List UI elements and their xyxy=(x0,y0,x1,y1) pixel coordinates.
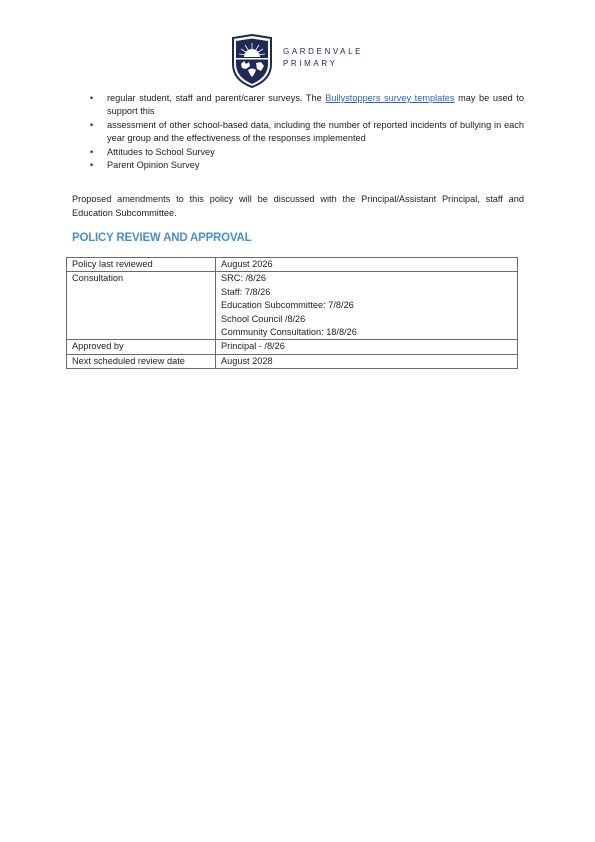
table-cell-value xyxy=(216,340,518,354)
evaluation-bullet-list xyxy=(72,92,524,172)
school-crest-logo xyxy=(230,34,274,88)
table-cell-label: Next scheduled review date xyxy=(67,354,216,368)
bullet-item-surveys xyxy=(72,92,524,119)
table-cell-label: Policy last reviewed xyxy=(67,258,216,272)
bullet-text: may be used to support this xyxy=(107,93,525,117)
table-cell-value-line: SRC: /8/26 xyxy=(221,273,266,284)
table-cell-value xyxy=(216,272,518,340)
table-row xyxy=(67,340,518,354)
bullet-item-school-data: • assessment of other school-based data, including the number of reported incidents of bullying in each year group and the effectiveness of the responses implemented xyxy=(72,119,524,146)
policy-review-table xyxy=(66,257,518,369)
table-cell-value-line: Education Subcommittee: 7/8/26 xyxy=(221,300,354,311)
table-cell-value xyxy=(216,258,518,272)
table-cell-value-line: School Council /8/26 xyxy=(221,313,306,324)
table-cell-value-line: August 2028 xyxy=(221,355,273,366)
table-cell-value-line: August 2026 xyxy=(221,259,273,269)
table-cell-value-line: Staff: 7/8/26 xyxy=(221,286,271,297)
table-cell-label: Consultation xyxy=(67,272,216,340)
school-name-line2: PRIMARY xyxy=(283,59,338,68)
bullystoppers-survey-link[interactable]: Bullystoppers survey templates xyxy=(325,93,455,103)
section-heading-policy-review: POLICY REVIEW AND APPROVAL xyxy=(72,232,252,245)
amendments-paragraph: Proposed amendments to this policy will be discussed with the Principal/Assistant Principal, staff and Education Subcommittee. xyxy=(72,194,524,218)
table-cell-value-line: Community Consultation: 18/8/26 xyxy=(221,327,357,338)
table-row xyxy=(67,354,518,368)
policy-review-table-body xyxy=(67,258,518,369)
school-name xyxy=(283,46,363,70)
school-name-line1: GARDENVALE xyxy=(283,47,364,56)
table-cell-value xyxy=(216,354,518,368)
bullet-text: regular student, staff and parent/carer surveys. The xyxy=(107,93,326,103)
table-cell-label: Approved by xyxy=(67,340,216,354)
table-row xyxy=(67,258,518,272)
bullet-item-attitudes-survey: • Attitudes to School Survey xyxy=(72,146,524,159)
page-header xyxy=(230,34,380,88)
bullet-item-parent-survey: • Parent Opinion Survey xyxy=(72,159,524,172)
table-cell-value-line: Principal - /8/26 xyxy=(221,341,285,352)
page-content xyxy=(72,92,524,246)
table-row xyxy=(67,272,518,340)
